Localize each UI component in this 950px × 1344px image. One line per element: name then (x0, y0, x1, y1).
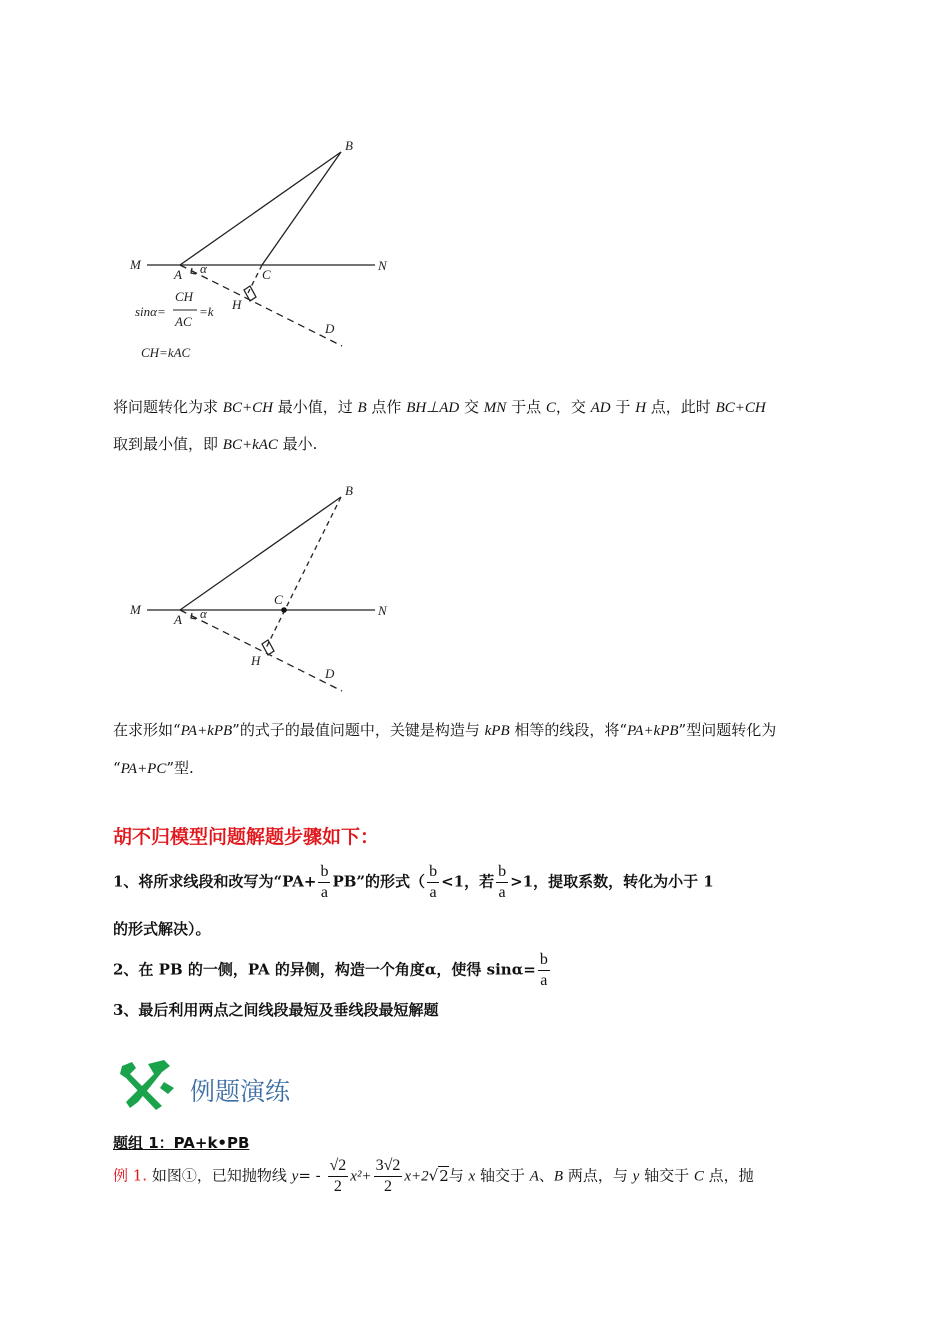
para1-l2b: BC+kAC (222, 437, 278, 453)
para1-l1f: BH⊥AD (406, 400, 460, 416)
para2-l1g: ”型问题转化为 (678, 721, 777, 739)
para2-l1e: 相等的线段，将“ (509, 721, 628, 739)
diagram-2 (147, 497, 375, 691)
example-1: 例 1. 如图①，已知抛物线 y= - $\frac{√2}{2}$ x²+ $\frac{3√2}{2}$ x+2√2与 x 轴交于 A、B 两点，与 y 轴交于 C 点，抛 (113, 1157, 754, 1195)
para1-l2a: 取到最小值，即 (113, 435, 223, 453)
diagram2-labels-H: H (251, 653, 261, 668)
steps-den: a (320, 884, 329, 901)
point-c (281, 607, 287, 613)
paragraph-1-line-1 (113, 396, 766, 417)
diagram1-labels-A: A (174, 267, 182, 282)
diagram2-labels-alpha: α (200, 606, 207, 621)
para1-l1c: 最小值，过 (272, 398, 358, 416)
para2-l1b: PA+kPB (180, 723, 233, 739)
diagram1-labels-B: B (345, 138, 353, 153)
para1-l1b: BC+CH (222, 400, 273, 416)
steps-s1b: PB”的形式（ (332, 872, 426, 891)
steps-s1c: <1，若 (441, 872, 495, 891)
diagram1-labels-alpha: α (200, 261, 207, 276)
steps-den: a (429, 884, 437, 901)
paragraph-1-line-2 (113, 433, 317, 454)
example-tail2: 与 (448, 1166, 469, 1185)
diagram1-formula_num: CH (175, 289, 194, 304)
step-2 (113, 950, 552, 991)
para1-l1d: B (357, 400, 367, 416)
example-x: x (468, 1168, 476, 1185)
diagram2-labels-M: M (130, 602, 141, 617)
example-a: 如图①，已知抛物线 (147, 1166, 292, 1185)
para2-l1d: kPB (484, 723, 510, 739)
example-sep: 、 (538, 1166, 554, 1185)
para1-l1p: BC+CH (715, 400, 766, 416)
steps-s2a: 2、在 PB 的一侧，PA 的异侧，构造一个角度α，使得 sinα= (113, 960, 536, 979)
example-tail5: 轴交于 (639, 1166, 694, 1185)
diagram1-labels-D: D (325, 321, 335, 336)
step-1-cont: 的形式解决）。 (113, 920, 211, 938)
diagram2-labels-N: N (378, 603, 387, 618)
para1-l1o: 点，此时 (646, 398, 716, 416)
example-y: y (291, 1168, 299, 1185)
steps-s1d: >1，提取系数，转化为小于 1 (510, 872, 714, 891)
example-tail4: 两点，与 (563, 1166, 633, 1185)
para2-l2c: ”型. (166, 759, 194, 777)
segment-bc (262, 152, 341, 265)
diagram1-formula_left: sinα= (135, 304, 166, 319)
example-label: 例 1. (113, 1166, 148, 1185)
para2-l1a: 在求形如“ (113, 721, 181, 739)
diagram1-labels-M: M (130, 257, 141, 272)
para1-l1k: ，交 (555, 398, 591, 416)
example-C: C (693, 1168, 704, 1185)
example-B: B (553, 1168, 564, 1185)
steps-den: a (498, 884, 506, 901)
segment-ch (248, 265, 262, 293)
steps-num: b (427, 862, 439, 883)
diagram1-formula_right: =k (199, 304, 214, 319)
example-eq: = - (298, 1166, 326, 1185)
diagram1-labels-C: C (262, 267, 271, 282)
example-tail1: x+2 (404, 1168, 429, 1185)
para1-l1m: 于 (610, 398, 636, 416)
example-f1num: √2 (328, 1156, 349, 1177)
para1-l1a: 将问题转化为求 (113, 398, 223, 416)
steps-num: b (496, 862, 508, 883)
para2-l2b: PA+PC (120, 761, 167, 777)
paragraph-2-line-1 (113, 719, 776, 740)
diagram2-labels-D: D (325, 666, 335, 681)
example-sqrt: 2 (439, 1166, 449, 1185)
para1-l1n: H (635, 400, 647, 416)
para2-l2a: “ (113, 759, 121, 777)
diagram1-formula_den: AC (175, 314, 192, 329)
example-A: A (529, 1168, 539, 1185)
example-f1den: 2 (333, 1178, 342, 1195)
steps-heading: 胡不归模型问题解题步骤如下： (113, 826, 380, 848)
diagram1-labels-N: N (378, 258, 387, 273)
example-yy: y (632, 1168, 640, 1185)
step-1 (113, 862, 714, 903)
example-x2: x²+ (350, 1168, 372, 1185)
example-tail6: 点，抛 (703, 1166, 754, 1185)
step-3: 3、最后利用两点之间线段最短及垂线段最短解题 (113, 1001, 439, 1019)
para1-l1e: 点作 (366, 398, 407, 416)
section-title: 例题演练 (190, 1077, 291, 1106)
para2-l1f: PA+kPB (627, 723, 679, 739)
para2-l1c: ”的式子的最值问题中，关键是构造与 (232, 721, 485, 739)
group-title: 题组 1：PA+k•PB (113, 1134, 250, 1152)
diagram2-labels-C: C (274, 592, 283, 607)
example-f2den: 2 (383, 1178, 392, 1195)
para1-l1i: 于点 (506, 398, 546, 416)
paragraph-2-line-2 (113, 757, 194, 778)
para1-l1l: AD (590, 400, 611, 416)
steps-num: b (318, 862, 330, 883)
steps-num: b (538, 950, 550, 971)
diagram1-labels-H: H (232, 297, 242, 312)
example-tail3: 轴交于 (475, 1166, 530, 1185)
diagram2-labels-B: B (345, 483, 353, 498)
para1-l1g: 交 (459, 398, 484, 416)
diagram2-labels-A: A (174, 612, 182, 627)
tools-icon (118, 1058, 178, 1110)
right-angle-mark (244, 286, 256, 301)
segment-ab (180, 152, 341, 265)
diagram1-formula2: CH=kAC (141, 345, 191, 360)
example-f2num: 3√2 (374, 1156, 403, 1177)
para1-l1j: C (545, 400, 556, 416)
steps-s1a: 1、将所求线段和改写为“PA+ (113, 872, 317, 891)
steps-den: a (540, 972, 548, 989)
para1-l2c: 最小. (277, 435, 318, 453)
para1-l1h: MN (483, 400, 507, 416)
